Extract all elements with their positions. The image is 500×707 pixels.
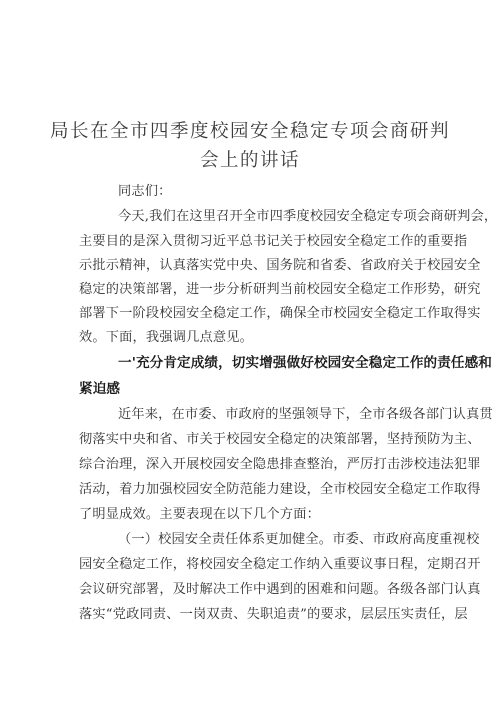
intro-line-5: 部署下一阶段校园安全稳定工作，确保全市校园安全稳定工作取得实 [79,306,481,321]
section-1-line-2: 彻落实中央和省、市关于校园安全稳定的决策部署，坚持预防为主、 [79,432,481,447]
salutation: 同志们： [118,184,172,199]
intro-line-2: 主要目的是深入贯彻习近平总书记关于校园安全稳定工作的重要指 [79,234,468,249]
intro-line-3: 示批示精神，认真落实党中央、国务院和省委、省政府关于校园安全 [79,258,481,273]
section-1-line-5: 了明显成效。主要表现在以下几个方面： [79,507,320,522]
intro-line-1: 今天,我们在这里召开全市四季度校园安全稳定专项会商研判会， [118,209,498,224]
section-1-heading-line-2: 紧迫感 [79,381,121,397]
subsection-1-line-3: 会议研究部署，及时解决工作中遇到的困难和问题。各级各部门认真 [79,582,481,597]
subsection-1-line-2: 园安全稳定工作，将校园安全稳定工作纳入重要议事日程，定期召开 [79,557,481,572]
section-1-line-1: 近年来，在市委、市政府的坚强领导下，全市各级各部门认真贯 [118,407,493,422]
section-1-line-3: 综合治理，深入开展校园安全隐患排查整治，严厉打击涉校违法犯罪 [79,457,481,472]
subsection-1-line-1: （一）校园安全责任体系更加健全。市委、市政府高度重视校 [118,532,480,547]
intro-line-6: 效。下面，我强调几点意见。 [79,330,254,345]
section-1-line-4: 活动，着力加强校园安全防范能力建设，全市校园安全稳定工作取得 [79,482,481,497]
document-title-line-2: 会上的讲话 [199,150,300,171]
document-title-line-1: 局长在全市四季度校园安全稳定专项会商研判 [49,121,450,142]
section-1-heading-line-1: 一'充分肯定成绩，切实增强做好校园安全稳定工作的责任感和 [118,355,492,371]
subsection-1-line-4: 落实“党政同责、一岗双责、失职追责”的要求，层层压实责任，层 [79,607,468,622]
intro-line-4: 稳定的决策部署，进一步分析研判当前校园安全稳定工作形势，研究 [79,282,481,297]
